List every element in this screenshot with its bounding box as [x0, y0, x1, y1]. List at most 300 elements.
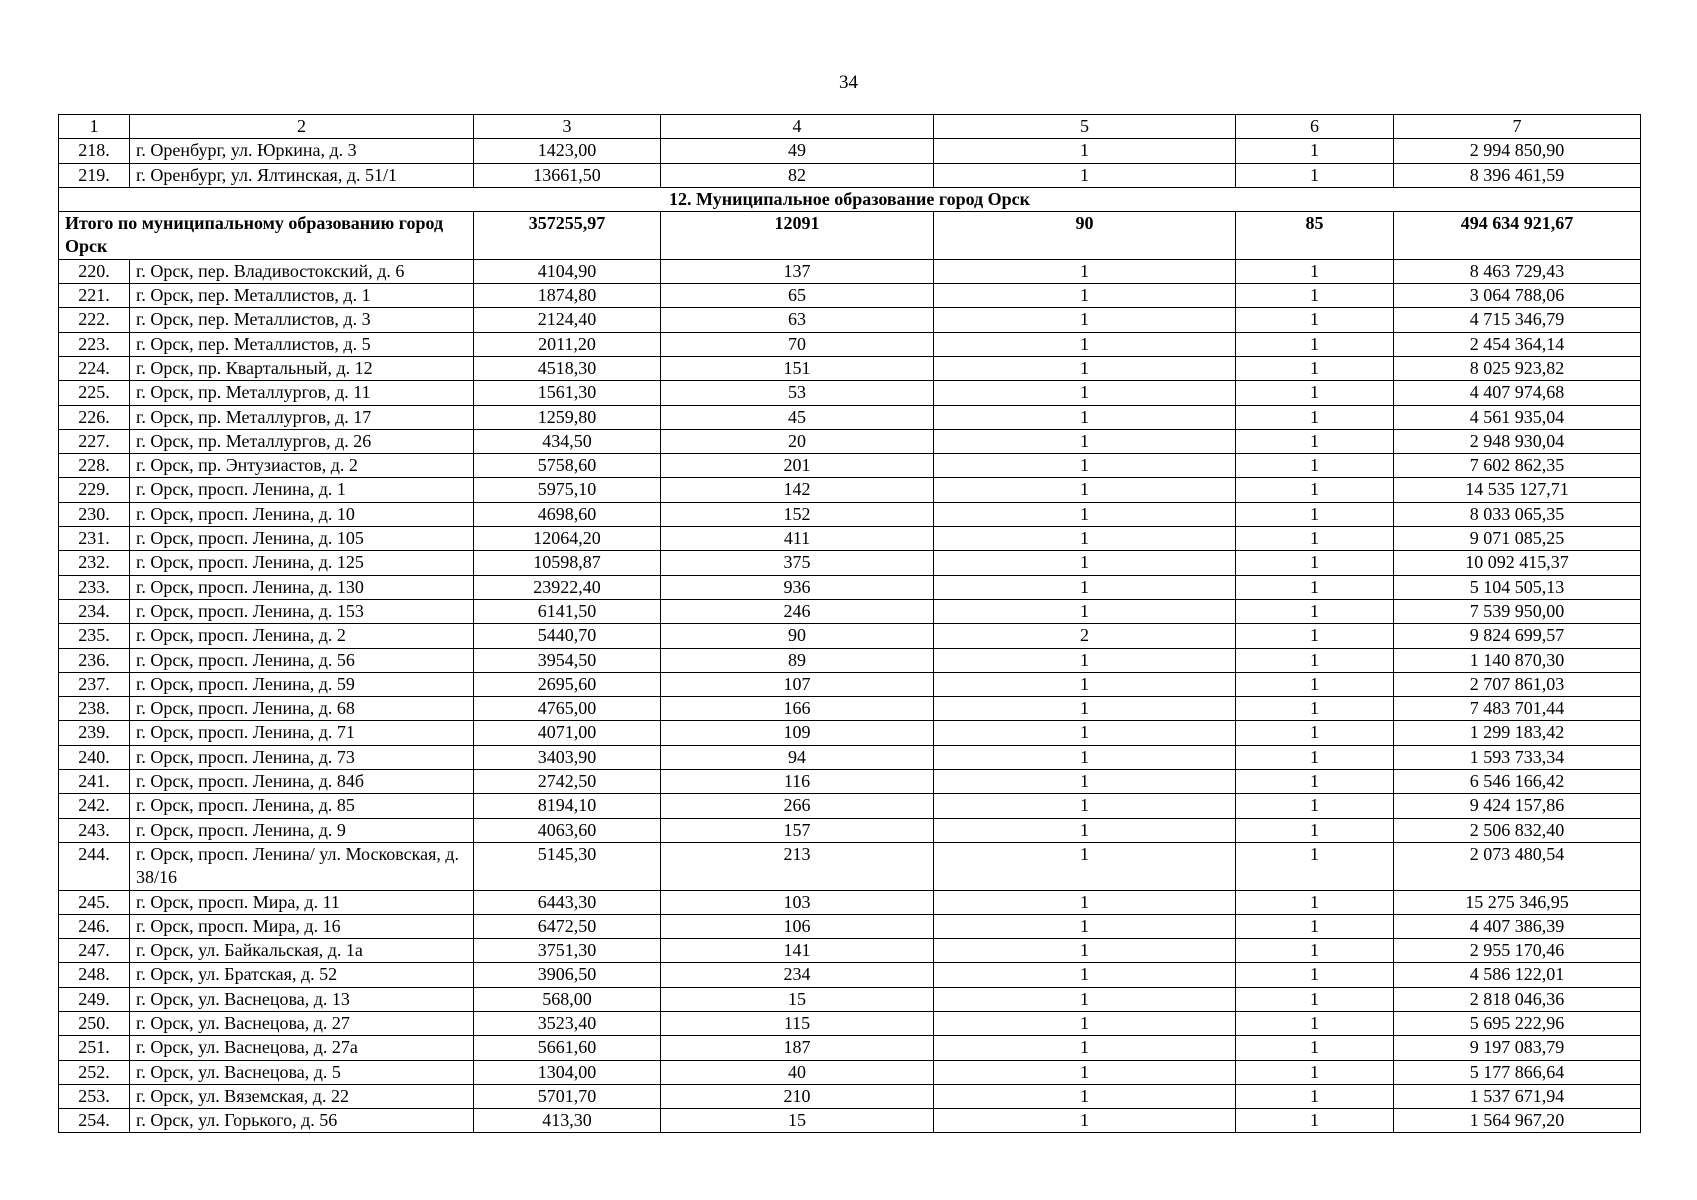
- residents-cell: 234: [661, 963, 934, 987]
- table-row: [59, 284, 1641, 308]
- address-cell: г. Орск, просп. Ленина, д. 1: [130, 478, 474, 502]
- address-cell: г. Оренбург, ул. Юркина, д. 3: [130, 139, 474, 163]
- address-cell: г. Орск, пер. Металлистов, д. 1: [130, 284, 474, 308]
- table-row: [59, 745, 1641, 769]
- table-row: [59, 721, 1641, 745]
- count-cell: 1: [1236, 405, 1394, 429]
- count-cell: 1: [1236, 890, 1394, 914]
- cost-cell: 9 424 157,86: [1394, 794, 1641, 818]
- table-row: [59, 939, 1641, 963]
- residents-cell: 20: [661, 429, 934, 453]
- residents-cell: 82: [661, 163, 934, 187]
- table-row: [59, 259, 1641, 283]
- residents-cell: 49: [661, 139, 934, 163]
- count-cell: 1: [1236, 914, 1394, 938]
- table-row: [59, 527, 1641, 551]
- cost-cell: 2 818 046,36: [1394, 987, 1641, 1011]
- cost-cell: 4 407 386,39: [1394, 914, 1641, 938]
- row-number: 235.: [59, 624, 130, 648]
- cost-cell: 1 564 967,20: [1394, 1109, 1641, 1133]
- residents-cell: 89: [661, 648, 934, 672]
- row-number: 241.: [59, 770, 130, 794]
- count-cell: 1: [934, 648, 1236, 672]
- count-cell: 1: [934, 1011, 1236, 1035]
- address-cell: г. Орск, просп. Ленина, д. 153: [130, 599, 474, 623]
- area-cell: 6141,50: [474, 599, 661, 623]
- cost-cell: 1 299 183,42: [1394, 721, 1641, 745]
- column-number: 4: [661, 115, 934, 139]
- residents-cell: 109: [661, 721, 934, 745]
- area-cell: 23922,40: [474, 575, 661, 599]
- count-cell: 1: [1236, 502, 1394, 526]
- table-row: [59, 987, 1641, 1011]
- cost-cell: 3 064 788,06: [1394, 284, 1641, 308]
- row-number: 232.: [59, 551, 130, 575]
- row-number: 218.: [59, 139, 130, 163]
- address-cell: г. Орск, просп. Ленина, д. 73: [130, 745, 474, 769]
- residents-cell: 90: [661, 624, 934, 648]
- row-number: 220.: [59, 259, 130, 283]
- row-number: 251.: [59, 1036, 130, 1060]
- row-number: 225.: [59, 381, 130, 405]
- cost-cell: 1 593 733,34: [1394, 745, 1641, 769]
- count-cell: 1: [1236, 163, 1394, 187]
- row-number: 229.: [59, 478, 130, 502]
- column-number: 6: [1236, 115, 1394, 139]
- area-cell: 3751,30: [474, 939, 661, 963]
- row-number: 228.: [59, 454, 130, 478]
- table-row: [59, 332, 1641, 356]
- area-cell: 5975,10: [474, 478, 661, 502]
- row-number: 253.: [59, 1084, 130, 1108]
- count-cell: 1: [934, 356, 1236, 380]
- count-cell: 1: [1236, 770, 1394, 794]
- count-cell: 1: [1236, 1060, 1394, 1084]
- total-count: 85: [1236, 212, 1394, 260]
- row-number: 224.: [59, 356, 130, 380]
- area-cell: 6443,30: [474, 890, 661, 914]
- table-row: [59, 575, 1641, 599]
- cost-cell: 2 073 480,54: [1394, 842, 1641, 890]
- count-cell: 1: [1236, 429, 1394, 453]
- area-cell: 5758,60: [474, 454, 661, 478]
- count-cell: 1: [934, 332, 1236, 356]
- address-cell: г. Орск, просп. Ленина, д. 125: [130, 551, 474, 575]
- count-cell: 1: [1236, 599, 1394, 623]
- address-cell: г. Орск, просп. Мира, д. 11: [130, 890, 474, 914]
- count-cell: 1: [1236, 721, 1394, 745]
- table-row: [59, 429, 1641, 453]
- cost-cell: 14 535 127,71: [1394, 478, 1641, 502]
- cost-cell: 4 407 974,68: [1394, 381, 1641, 405]
- table-row: [59, 890, 1641, 914]
- table-row: [59, 551, 1641, 575]
- cost-cell: 1 140 870,30: [1394, 648, 1641, 672]
- cost-cell: 2 948 930,04: [1394, 429, 1641, 453]
- address-cell: г. Орск, просп. Ленина, д. 130: [130, 575, 474, 599]
- address-cell: г. Орск, пр. Энтузиастов, д. 2: [130, 454, 474, 478]
- area-cell: 1304,00: [474, 1060, 661, 1084]
- count-cell: 1: [934, 939, 1236, 963]
- row-number: 221.: [59, 284, 130, 308]
- area-cell: 2011,20: [474, 332, 661, 356]
- area-cell: 2742,50: [474, 770, 661, 794]
- residents-cell: 15: [661, 987, 934, 1011]
- area-cell: 4765,00: [474, 697, 661, 721]
- cost-cell: 2 707 861,03: [1394, 672, 1641, 696]
- cost-cell: 9 197 083,79: [1394, 1036, 1641, 1060]
- cost-cell: 1 537 671,94: [1394, 1084, 1641, 1108]
- count-cell: 1: [934, 770, 1236, 794]
- count-cell: 1: [1236, 1084, 1394, 1108]
- address-cell: г. Орск, просп. Ленина, д. 56: [130, 648, 474, 672]
- table-row: [59, 818, 1641, 842]
- count-cell: 1: [1236, 624, 1394, 648]
- address-cell: г. Орск, просп. Ленина, д. 59: [130, 672, 474, 696]
- address-cell: г. Орск, пер. Металлистов, д. 3: [130, 308, 474, 332]
- count-cell: 1: [934, 697, 1236, 721]
- area-cell: 4518,30: [474, 356, 661, 380]
- area-cell: 1423,00: [474, 139, 661, 163]
- residents-cell: 141: [661, 939, 934, 963]
- column-number: 7: [1394, 115, 1641, 139]
- cost-cell: 4 586 122,01: [1394, 963, 1641, 987]
- count-cell: 1: [934, 527, 1236, 551]
- row-number: 245.: [59, 890, 130, 914]
- total-area: 357255,97: [474, 212, 661, 260]
- table-row: [59, 648, 1641, 672]
- cost-cell: 4 715 346,79: [1394, 308, 1641, 332]
- count-cell: 1: [934, 842, 1236, 890]
- residents-cell: 210: [661, 1084, 934, 1108]
- residents-cell: 107: [661, 672, 934, 696]
- residents-cell: 411: [661, 527, 934, 551]
- address-cell: г. Орск, пр. Квартальный, д. 12: [130, 356, 474, 380]
- table-row: [59, 308, 1641, 332]
- residents-cell: 116: [661, 770, 934, 794]
- address-cell: г. Орск, просп. Ленина, д. 10: [130, 502, 474, 526]
- address-cell: г. Орск, пер. Металлистов, д. 5: [130, 332, 474, 356]
- row-number: 233.: [59, 575, 130, 599]
- count-cell: 1: [934, 794, 1236, 818]
- row-number: 219.: [59, 163, 130, 187]
- count-cell: 1: [1236, 1036, 1394, 1060]
- row-number: 239.: [59, 721, 130, 745]
- count-cell: 1: [934, 963, 1236, 987]
- count-cell: 1: [1236, 818, 1394, 842]
- residents-cell: 106: [661, 914, 934, 938]
- count-cell: 1: [934, 308, 1236, 332]
- count-cell: 1: [934, 284, 1236, 308]
- count-cell: 1: [1236, 259, 1394, 283]
- address-cell: г. Орск, просп. Ленина, д. 105: [130, 527, 474, 551]
- table-row: [59, 770, 1641, 794]
- table-row: [59, 405, 1641, 429]
- count-cell: 1: [1236, 478, 1394, 502]
- residents-cell: 40: [661, 1060, 934, 1084]
- residents-cell: 151: [661, 356, 934, 380]
- cost-cell: 9 824 699,57: [1394, 624, 1641, 648]
- table-row: [59, 1109, 1641, 1133]
- table-row: [59, 842, 1641, 890]
- area-cell: 4063,60: [474, 818, 661, 842]
- residents-cell: 63: [661, 308, 934, 332]
- count-cell: 1: [934, 259, 1236, 283]
- area-cell: 6472,50: [474, 914, 661, 938]
- address-cell: г. Орск, просп. Ленина/ ул. Московская, д. 38/16: [130, 842, 474, 890]
- column-number-row: [59, 115, 1641, 139]
- area-cell: 8194,10: [474, 794, 661, 818]
- row-number: 238.: [59, 697, 130, 721]
- table-row: [59, 381, 1641, 405]
- cost-cell: 15 275 346,95: [1394, 890, 1641, 914]
- area-cell: 1561,30: [474, 381, 661, 405]
- count-cell: 1: [1236, 794, 1394, 818]
- row-number: 250.: [59, 1011, 130, 1035]
- address-cell: г. Орск, ул. Васнецова, д. 27: [130, 1011, 474, 1035]
- table-body: [59, 115, 1641, 1133]
- table-row: [59, 1060, 1641, 1084]
- residents-cell: 187: [661, 1036, 934, 1060]
- cost-cell: 7 602 862,35: [1394, 454, 1641, 478]
- address-cell: г. Орск, просп. Ленина, д. 84б: [130, 770, 474, 794]
- row-number: 230.: [59, 502, 130, 526]
- count-cell: 1: [934, 1060, 1236, 1084]
- area-cell: 3523,40: [474, 1011, 661, 1035]
- count-cell: 1: [1236, 1109, 1394, 1133]
- area-cell: 10598,87: [474, 551, 661, 575]
- page-number: 34: [839, 72, 858, 93]
- table-row: [59, 356, 1641, 380]
- cost-cell: 8 396 461,59: [1394, 163, 1641, 187]
- count-cell: 1: [934, 818, 1236, 842]
- count-cell: 1: [1236, 356, 1394, 380]
- table-row: [59, 794, 1641, 818]
- area-cell: 568,00: [474, 987, 661, 1011]
- address-cell: г. Орск, пер. Владивостокский, д. 6: [130, 259, 474, 283]
- residents-cell: 266: [661, 794, 934, 818]
- address-cell: г. Орск, просп. Ленина, д. 2: [130, 624, 474, 648]
- row-number: 242.: [59, 794, 130, 818]
- residents-cell: 166: [661, 697, 934, 721]
- count-cell: 1: [1236, 332, 1394, 356]
- cost-cell: 2 955 170,46: [1394, 939, 1641, 963]
- count-cell: 1: [934, 429, 1236, 453]
- cost-cell: 4 561 935,04: [1394, 405, 1641, 429]
- residents-cell: 936: [661, 575, 934, 599]
- table-row: [59, 163, 1641, 187]
- total-count: 90: [934, 212, 1236, 260]
- count-cell: 1: [1236, 842, 1394, 890]
- residents-cell: 15: [661, 1109, 934, 1133]
- row-number: 243.: [59, 818, 130, 842]
- address-cell: г. Орск, ул. Васнецова, д. 13: [130, 987, 474, 1011]
- address-cell: г. Орск, ул. Вяземская, д. 22: [130, 1084, 474, 1108]
- section-title-row: [59, 187, 1641, 211]
- count-cell: 1: [1236, 963, 1394, 987]
- table-row: [59, 672, 1641, 696]
- table-row: [59, 1011, 1641, 1035]
- count-cell: 1: [1236, 987, 1394, 1011]
- row-number: 248.: [59, 963, 130, 987]
- count-cell: 1: [1236, 454, 1394, 478]
- count-cell: 1: [1236, 284, 1394, 308]
- residents-cell: 45: [661, 405, 934, 429]
- count-cell: 1: [934, 745, 1236, 769]
- count-cell: 1: [1236, 551, 1394, 575]
- total-label: Итого по муниципальному образованию город Орск: [59, 212, 474, 260]
- area-cell: 434,50: [474, 429, 661, 453]
- residents-cell: 375: [661, 551, 934, 575]
- row-number: 234.: [59, 599, 130, 623]
- column-number: 1: [59, 115, 130, 139]
- count-cell: 1: [934, 163, 1236, 187]
- area-cell: 5661,60: [474, 1036, 661, 1060]
- table-row: [59, 1036, 1641, 1060]
- row-number: 240.: [59, 745, 130, 769]
- count-cell: 1: [1236, 575, 1394, 599]
- count-cell: 1: [934, 599, 1236, 623]
- cost-cell: 2 506 832,40: [1394, 818, 1641, 842]
- count-cell: 1: [1236, 745, 1394, 769]
- area-cell: 2695,60: [474, 672, 661, 696]
- residents-cell: 103: [661, 890, 934, 914]
- count-cell: 1: [934, 139, 1236, 163]
- count-cell: 1: [1236, 381, 1394, 405]
- residents-cell: 142: [661, 478, 934, 502]
- residents-cell: 157: [661, 818, 934, 842]
- count-cell: 1: [934, 1109, 1236, 1133]
- address-cell: г. Орск, ул. Васнецова, д. 27а: [130, 1036, 474, 1060]
- count-cell: 1: [1236, 648, 1394, 672]
- table-row: [59, 478, 1641, 502]
- area-cell: 4698,60: [474, 502, 661, 526]
- count-cell: 1: [1236, 527, 1394, 551]
- area-cell: 1874,80: [474, 284, 661, 308]
- table-row: [59, 502, 1641, 526]
- row-number: 244.: [59, 842, 130, 890]
- row-number: 237.: [59, 672, 130, 696]
- count-cell: 1: [934, 575, 1236, 599]
- area-cell: 3954,50: [474, 648, 661, 672]
- residents-cell: 53: [661, 381, 934, 405]
- area-cell: 5701,70: [474, 1084, 661, 1108]
- address-cell: г. Оренбург, ул. Ялтинская, д. 51/1: [130, 163, 474, 187]
- residents-cell: 115: [661, 1011, 934, 1035]
- column-number: 3: [474, 115, 661, 139]
- total-residents: 12091: [661, 212, 934, 260]
- area-cell: 13661,50: [474, 163, 661, 187]
- count-cell: 1: [934, 914, 1236, 938]
- area-cell: 413,30: [474, 1109, 661, 1133]
- row-number: 227.: [59, 429, 130, 453]
- count-cell: 1: [934, 721, 1236, 745]
- residents-cell: 65: [661, 284, 934, 308]
- area-cell: 5440,70: [474, 624, 661, 648]
- table-row: [59, 1084, 1641, 1108]
- cost-cell: 10 092 415,37: [1394, 551, 1641, 575]
- count-cell: 1: [934, 1036, 1236, 1060]
- address-cell: г. Орск, ул. Братская, д. 52: [130, 963, 474, 987]
- residents-cell: 94: [661, 745, 934, 769]
- section-title: 12. Муниципальное образование город Орск: [59, 187, 1641, 211]
- table-row: [59, 454, 1641, 478]
- cost-cell: 8 025 923,82: [1394, 356, 1641, 380]
- area-cell: 5145,30: [474, 842, 661, 890]
- table-row: [59, 914, 1641, 938]
- count-cell: 1: [1236, 139, 1394, 163]
- count-cell: 1: [934, 890, 1236, 914]
- area-cell: 2124,40: [474, 308, 661, 332]
- address-cell: г. Орск, просп. Ленина, д. 71: [130, 721, 474, 745]
- cost-cell: 9 071 085,25: [1394, 527, 1641, 551]
- row-number: 249.: [59, 987, 130, 1011]
- residents-cell: 152: [661, 502, 934, 526]
- row-number: 246.: [59, 914, 130, 938]
- count-cell: 1: [934, 405, 1236, 429]
- address-cell: г. Орск, ул. Васнецова, д. 5: [130, 1060, 474, 1084]
- count-cell: 1: [934, 478, 1236, 502]
- area-cell: 3403,90: [474, 745, 661, 769]
- count-cell: 1: [934, 551, 1236, 575]
- row-number: 252.: [59, 1060, 130, 1084]
- cost-cell: 7 539 950,00: [1394, 599, 1641, 623]
- residents-cell: 137: [661, 259, 934, 283]
- address-cell: г. Орск, просп. Ленина, д. 9: [130, 818, 474, 842]
- area-cell: 4104,90: [474, 259, 661, 283]
- cost-cell: 5 104 505,13: [1394, 575, 1641, 599]
- row-number: 226.: [59, 405, 130, 429]
- count-cell: 1: [1236, 697, 1394, 721]
- table-row: [59, 697, 1641, 721]
- total-cost: 494 634 921,67: [1394, 212, 1641, 260]
- row-number: 231.: [59, 527, 130, 551]
- residents-cell: 201: [661, 454, 934, 478]
- buildings-table: [58, 114, 1641, 1133]
- count-cell: 1: [934, 1084, 1236, 1108]
- address-cell: г. Орск, ул. Байкальская, д. 1а: [130, 939, 474, 963]
- count-cell: 1: [934, 381, 1236, 405]
- row-number: 223.: [59, 332, 130, 356]
- column-number: 5: [934, 115, 1236, 139]
- row-number: 254.: [59, 1109, 130, 1133]
- count-cell: 1: [934, 454, 1236, 478]
- total-row: [59, 212, 1641, 260]
- cost-cell: 7 483 701,44: [1394, 697, 1641, 721]
- count-cell: 1: [934, 987, 1236, 1011]
- address-cell: г. Орск, ул. Горького, д. 56: [130, 1109, 474, 1133]
- address-cell: г. Орск, просп. Ленина, д. 68: [130, 697, 474, 721]
- table-row: [59, 963, 1641, 987]
- area-cell: 1259,80: [474, 405, 661, 429]
- table-row: [59, 624, 1641, 648]
- count-cell: 2: [934, 624, 1236, 648]
- cost-cell: 8 463 729,43: [1394, 259, 1641, 283]
- row-number: 236.: [59, 648, 130, 672]
- address-cell: г. Орск, просп. Мира, д. 16: [130, 914, 474, 938]
- column-number: 2: [130, 115, 474, 139]
- count-cell: 1: [934, 502, 1236, 526]
- cost-cell: 2 994 850,90: [1394, 139, 1641, 163]
- address-cell: г. Орск, пр. Металлургов, д. 17: [130, 405, 474, 429]
- area-cell: 4071,00: [474, 721, 661, 745]
- residents-cell: 213: [661, 842, 934, 890]
- cost-cell: 5 177 866,64: [1394, 1060, 1641, 1084]
- table-row: [59, 599, 1641, 623]
- table-row: [59, 139, 1641, 163]
- cost-cell: 8 033 065,35: [1394, 502, 1641, 526]
- address-cell: г. Орск, просп. Ленина, д. 85: [130, 794, 474, 818]
